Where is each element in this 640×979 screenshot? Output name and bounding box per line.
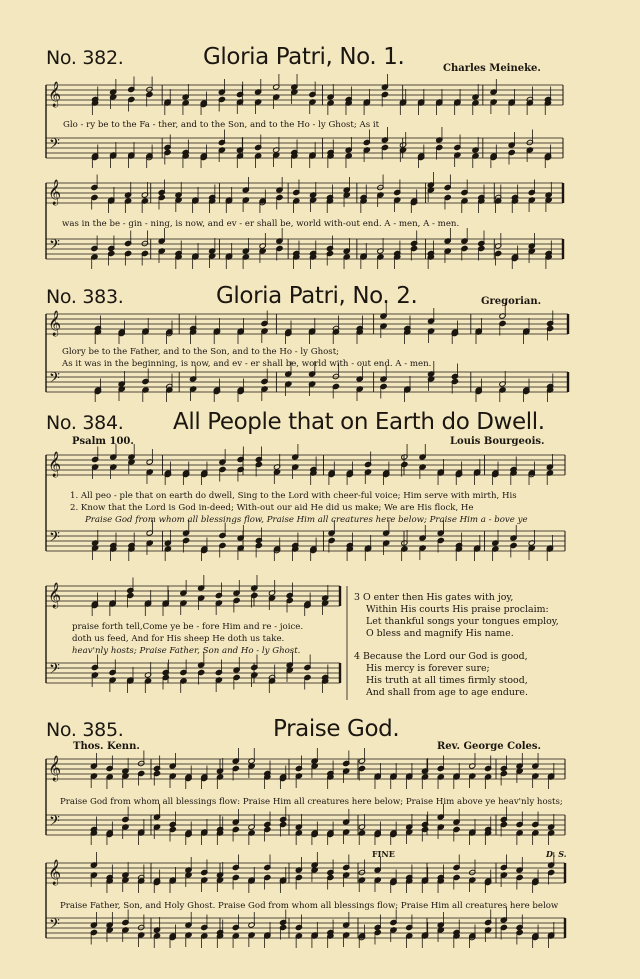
hymn-384-meter: Psalm 100.: [72, 436, 134, 447]
fine-mark: FINE: [372, 849, 395, 859]
hymn-384-lyric-line-4: praise forth tell,Come ye be - fore Him and re - joice.: [72, 622, 304, 632]
hymn-382-title: Gloria Patri, No. 1.: [203, 44, 405, 70]
h384-s1-treble-clef: 𝄞: [48, 452, 62, 477]
hymn-383-title: Gloria Patri, No. 2.: [216, 283, 418, 309]
hymn-384-verse-3-line-3: Let thankful songs your tongues employ,: [366, 616, 559, 627]
hymn-384-verse-4-line-1: 4 Because the Lord our God is good,: [354, 651, 528, 662]
hymn-384-verse-3-line-2: Within His courts His praise proclaim:: [366, 604, 549, 615]
hymn-384-lyric-line-5: doth us feed, And for His sheep He doth us take.: [72, 634, 285, 644]
h385-s2-bass-clef: 𝄢: [49, 916, 60, 936]
hymn-384-verse-4-line-2: His mercy is forever sure;: [366, 663, 490, 674]
hymn-385-lyricist: Thos. Kenn.: [73, 741, 140, 752]
hymn-383-lyric-line-2: As it was in the beginning, is now, and ev - er shall be, world with - out end. A - men.: [62, 359, 432, 369]
hymn-385-number: No. 385.: [46, 719, 124, 741]
hymn-383-number: No. 383.: [46, 286, 124, 308]
hymn-384-verse-3-line-4: O bless and magnify His name.: [366, 628, 514, 639]
h385-s2-treble-clef: 𝄞: [48, 860, 62, 885]
h382-s1-treble-clef: 𝄞: [48, 82, 62, 107]
hymn-385-title: Praise God.: [273, 716, 400, 742]
hymn-384-verse-3-line-1: 3 O enter then His gates with joy,: [354, 592, 514, 603]
hymn-385-composer: Rev. George Coles.: [437, 741, 542, 752]
h385-s1-bass-clef: 𝄢: [49, 813, 60, 833]
hymn-385-lyric-line-1: Praise God from whom all blessings flow: Praise Him all creatures here below; Praise Him above ye heav'nly hosts;: [60, 797, 563, 807]
hymn-382-composer: Charles Meineke.: [443, 63, 541, 74]
ds-mark: D. S.: [546, 849, 567, 859]
hymn-382-lyric-line-1: Glo - ry be to the Fa - ther, and to the Son, and to the Ho - ly Ghost; As it: [63, 120, 380, 130]
h383-s1-treble-clef: 𝄞: [48, 311, 62, 336]
hymn-382-number: No. 382.: [46, 47, 124, 69]
hymn-384-lyric-line-2: 2. Know that the Lord is God in-deed; With-out our aid He did us make; We are His flock, He: [70, 503, 474, 513]
hymn-384-verse-4-line-3: His truth at all times firmly stood,: [366, 675, 528, 686]
h382-s2-treble-clef: 𝄞: [48, 180, 62, 205]
hymn-384-verse-4-line-4: And shall from age to age endure.: [366, 687, 528, 698]
h384-s1-bass-clef: 𝄢: [49, 529, 60, 549]
hymn-384-lyric-line-1: 1. All peo - ple that on earth do dwell, Sing to the Lord with cheer-ful voice; Him serve with mirth, His: [70, 491, 517, 501]
hymn-384-lyric-line-3: Praise God from whom all blessings flow, Praise Him all creatures here below; Praise Him a - bove ye: [85, 515, 528, 525]
h384-s2-treble-clef: 𝄞: [48, 583, 62, 608]
h382-s1-bass-clef: 𝄢: [49, 136, 60, 156]
hymn-385-lyric-line-2: Praise Father, Son, and Holy Ghost. Praise God from whom all blessings flow; Praise Him all creatures here below: [60, 901, 559, 911]
hymn-384-number: No. 384.: [46, 412, 124, 434]
h383-s1-bass-clef: 𝄢: [49, 370, 60, 390]
hymn-383-composer: Gregorian.: [481, 296, 542, 307]
hymn-384-lyric-line-6: heav'nly hosts; Praise Father, Son and Ho - ly Ghost.: [72, 646, 301, 656]
h382-s2-bass-clef: 𝄢: [49, 237, 60, 257]
hymn-383-lyric-line-1: Glory be to the Father, and to the Son, and to the Ho - ly Ghost;: [62, 347, 340, 357]
hymn-382-lyric-line-2: was in the be - gin - ning, is now, and ev - er shall be, world with-out end. A - men, A - men.: [62, 219, 460, 229]
hymn-384-title: All People that on Earth do Dwell.: [173, 409, 545, 435]
hymn-384-composer: Louis Bourgeois.: [450, 436, 545, 447]
h385-s1-treble-clef: 𝄞: [48, 756, 62, 781]
h384-s2-bass-clef: 𝄢: [49, 661, 60, 681]
